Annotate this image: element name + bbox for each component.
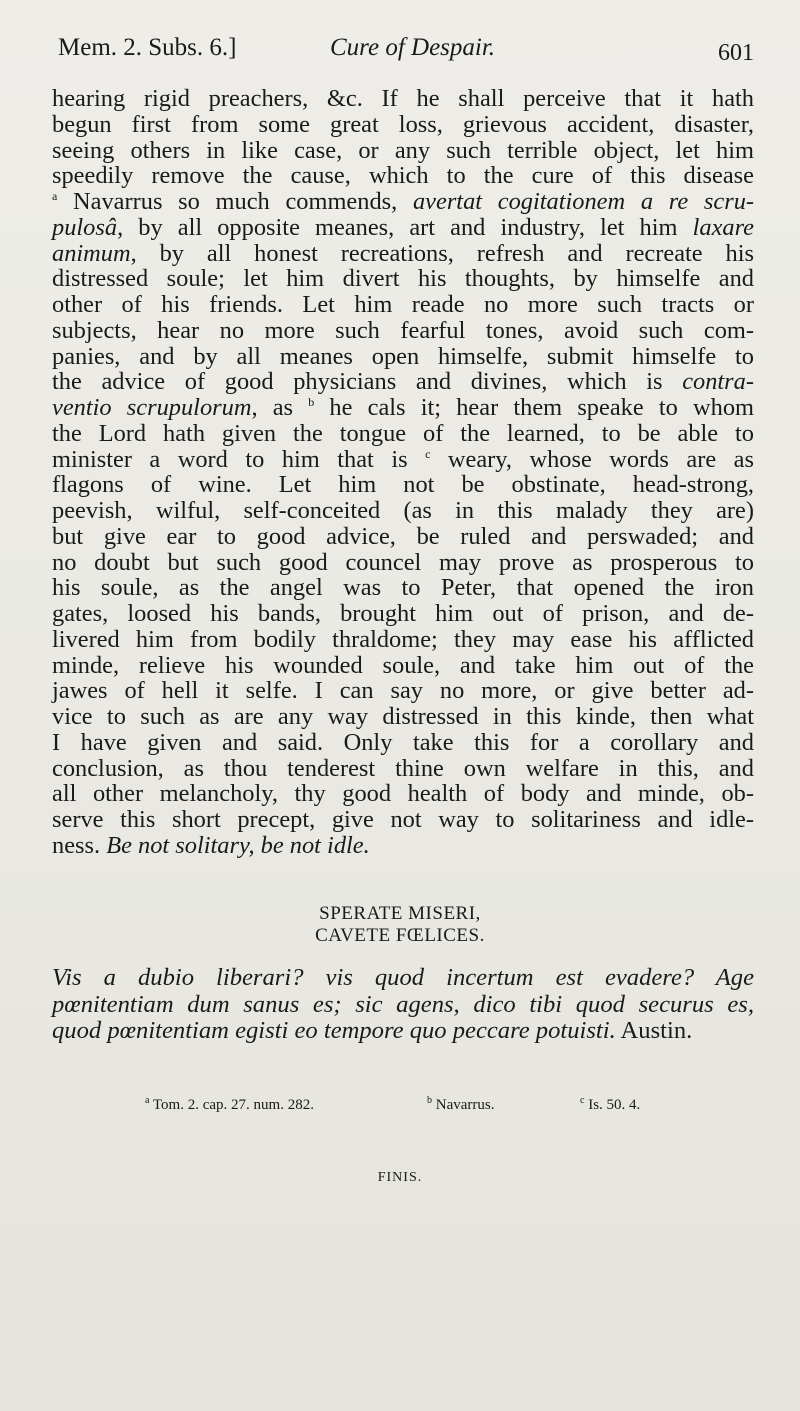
footnote-text: Tom. 2. cap. 27. num. 282.: [149, 1097, 314, 1113]
text-run: other of his friends. Let him reade no more such tracts or: [52, 291, 754, 318]
section-reference: Mem. 2. Subs. 6.]: [58, 34, 237, 61]
text-run: but give ear to good advice, be ruled and perswaded; and: [52, 522, 754, 550]
text-line: [52, 138, 754, 164]
text-line: [52, 344, 754, 370]
text-run: peevish, wilful, self-conceited (as in this malady they are): [52, 497, 754, 524]
text-run: I have given and said. Only take this for a corollary and: [52, 728, 754, 756]
italic-text: Be not solitary, be not idle.: [106, 831, 370, 859]
text-line: [52, 189, 754, 215]
text-run: flagons of wine. Let him not be obstinate, head-strong,: [52, 471, 754, 499]
text-line: [52, 807, 754, 833]
text-line: [52, 86, 754, 112]
italic-text: quod pœnitentiam egisti eo tempore quo peccare potuisti.: [52, 1017, 616, 1044]
text-run: hearing rigid preachers, &c. If he shall perceive that it hath: [52, 85, 754, 112]
latin-quotation: [52, 965, 754, 1045]
text-run: the advice of good physicians and divines, which is: [52, 368, 683, 396]
text-line: [52, 241, 754, 267]
text-line: [52, 163, 754, 189]
footnote-c: [580, 1097, 640, 1114]
text-line: [52, 112, 754, 138]
text-line: [52, 833, 754, 859]
text-run: distressed soule; let him divert his thoughts, by himselfe and: [52, 265, 754, 293]
running-title: Cure of Despair.: [330, 34, 496, 61]
footnote-text: Navarrus.: [432, 1097, 495, 1113]
text-line: [52, 395, 754, 421]
text-line: [52, 756, 754, 782]
footnote-text: Is. 50. 4.: [584, 1097, 641, 1113]
text-run: seeing others in like case, or any such terrible object, let him: [52, 136, 754, 164]
page-number: 601: [718, 40, 754, 66]
text-run: minister a word to him that is: [52, 445, 426, 473]
text-line: [52, 498, 754, 524]
footnote-a: [145, 1097, 314, 1114]
italic-text: contra-: [682, 368, 754, 396]
text-run: conclusion, as thou tenderest thine own welfare in this, and: [52, 754, 754, 782]
text-run: jawes of hell it selfe. I can say no more, or give better ad-: [52, 677, 754, 705]
italic-text: laxare: [692, 213, 754, 241]
text-run: Austin.: [615, 1017, 693, 1044]
text-run: , as: [251, 394, 309, 421]
text-run: ness.: [52, 831, 107, 859]
text-line: [52, 1018, 754, 1045]
text-line: [52, 965, 754, 992]
footnote-mark: a: [145, 1095, 150, 1106]
footnote-b: [427, 1097, 494, 1114]
text-line: [52, 781, 754, 807]
text-run: gates, loosed his bands, brought him out of prison, and de-: [52, 600, 754, 627]
text-line: [52, 730, 754, 756]
text-line: [52, 992, 754, 1019]
text-line: [52, 447, 754, 473]
footnote-reference: a: [52, 189, 58, 203]
text-run: subjects, hear no more such fearful tones, avoid such com-: [52, 316, 754, 344]
italic-text: avertat cogitationem a re scru-: [412, 188, 755, 215]
text-line: [52, 369, 754, 395]
text-line: [52, 575, 754, 601]
text-line: [52, 292, 754, 318]
text-run: his soule, as the angel was to Peter, that opened the iron: [52, 574, 754, 602]
text-line: [52, 678, 754, 704]
footnote-reference: b: [308, 395, 315, 409]
text-line: [52, 266, 754, 292]
text-run: no doubt but such good councel may prove as prosperous to: [52, 548, 754, 576]
text-line: [52, 472, 754, 498]
motto-line-2: CAVETE FŒLICES.: [315, 925, 485, 946]
italic-text: Vis a dubio liberari? vis quod incertum est evadere? Age: [52, 964, 754, 991]
italic-text: pulosâ: [52, 213, 118, 241]
italic-text: pœnitentiam dum sanus es; sic agens, dico tibi quod securus es,: [52, 990, 754, 1018]
text-line: [52, 215, 754, 241]
text-run: panies, and by all meanes open himselfe, submit himselfe to: [52, 342, 754, 370]
text-run: , by all opposite meanes, art and industry, let him: [117, 213, 693, 241]
running-header: [58, 34, 758, 74]
text-run: , by all honest recreations, refresh and recreate his: [130, 239, 754, 267]
footnote-reference: c: [425, 446, 431, 461]
text-run: vice to such as are any way distressed in this kinde, then what: [52, 703, 754, 730]
motto: [0, 903, 800, 947]
text-run: weary, whose words are as: [430, 445, 754, 473]
text-line: [52, 524, 754, 550]
text-line: [52, 421, 754, 447]
text-run: all other melancholy, thy good health of body and minde, ob-: [52, 780, 754, 808]
text-line: [52, 653, 754, 679]
text-run: Navarrus so much commends,: [57, 188, 413, 215]
text-run: the Lord hath given the tongue of the learned, to be able to: [52, 419, 754, 447]
text-line: [52, 550, 754, 576]
text-run: serve this short precept, give not way to solitariness and idle-: [52, 806, 754, 833]
body-text: [52, 86, 754, 859]
footnote-mark: c: [580, 1095, 585, 1106]
text-run: begun first from some great loss, grievous accident, disaster,: [52, 110, 754, 138]
text-line: [52, 704, 754, 730]
text-run: minde, relieve his wounded soule, and take him out of the: [52, 651, 754, 679]
text-run: he cals it; hear them speake to whom: [314, 394, 754, 421]
footnote-mark: b: [427, 1095, 432, 1106]
text-line: [52, 627, 754, 653]
italic-text: animum: [52, 239, 131, 267]
italic-text: ventio scrupulorum: [52, 394, 252, 421]
text-line: [52, 601, 754, 627]
text-line: [52, 318, 754, 344]
motto-line-1: SPERATE MISERI,: [319, 903, 481, 924]
text-run: speedily remove the cause, which to the cure of this disease: [52, 162, 754, 190]
finis: FINIS.: [377, 1170, 423, 1185]
text-run: livered him from bodily thraldome; they may ease his afflicted: [52, 625, 754, 653]
